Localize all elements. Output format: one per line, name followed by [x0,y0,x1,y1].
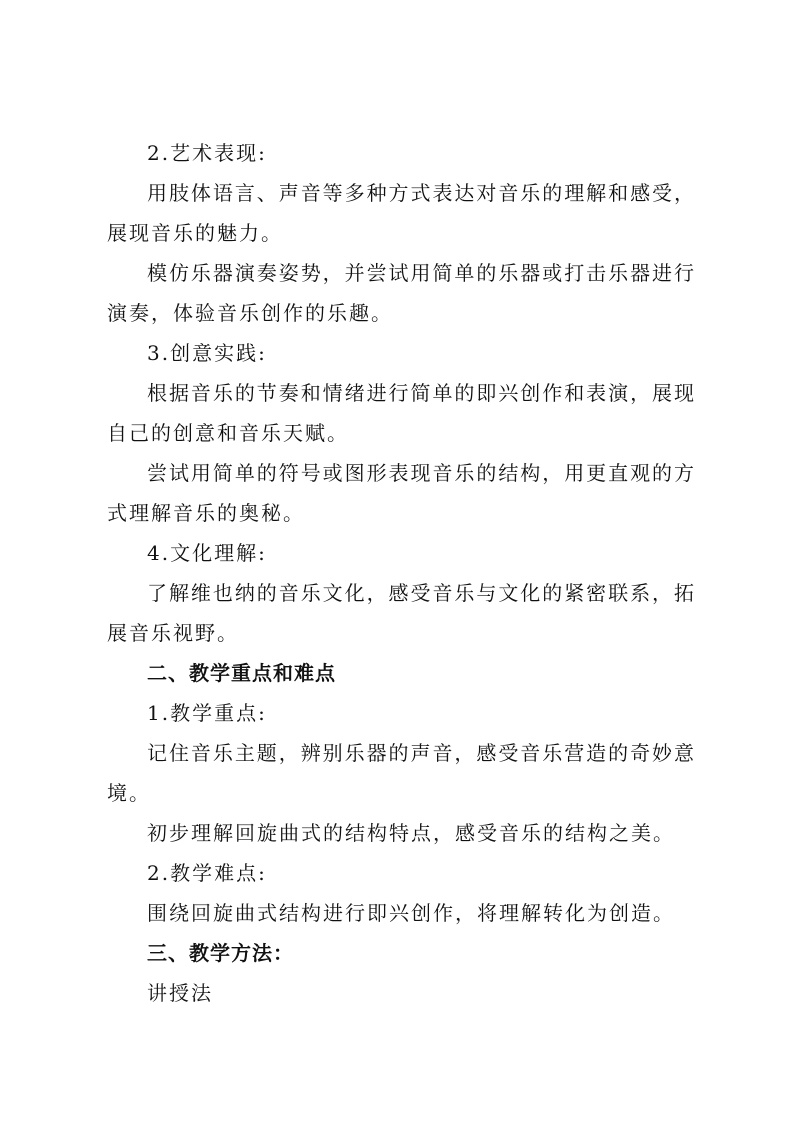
paragraph-line: 展现音乐的魅力。 [107,221,283,245]
subsection-heading-artistic-expression: 2.艺术表现: [147,141,267,165]
paragraph-line: 展音乐视野。 [107,621,239,645]
document-page [107,133,695,1013]
subsection-heading-creative-practice: 3.创意实践: [147,341,267,365]
subsection-heading-cultural-understanding: 4.文化理解: [147,541,267,565]
paragraph-line: 境。 [107,781,151,805]
paragraph-line: 围绕回旋曲式结构进行即兴创作，将理解转化为创造。 [147,901,675,925]
paragraph-line: 根据音乐的节奏和情绪进行简单的即兴创作和表演，展现 [147,381,695,405]
paragraph-line: 初步理解回旋曲式的结构特点，感受音乐的结构之美。 [147,821,675,845]
paragraph-line: 演奏，体验音乐创作的乐趣。 [107,301,393,325]
section-heading-key-points: 二、教学重点和难点 [147,661,336,685]
paragraph-line: 记住音乐主题，辨别乐器的声音，感受音乐营造的奇妙意 [147,741,695,765]
paragraph-line: 用肢体语言、声音等多种方式表达对音乐的理解和感受， [147,181,695,205]
paragraph-line: 自己的创意和音乐天赋。 [107,421,349,445]
paragraph-line: 了解维也纳的音乐文化，感受音乐与文化的紧密联系，拓 [147,581,695,605]
paragraph-line: 式理解音乐的奥秘。 [107,501,305,525]
paragraph-line: 讲授法 [147,981,213,1005]
paragraph-line: 模仿乐器演奏姿势，并尝试用简单的乐器或打击乐器进行 [147,261,695,285]
subsection-heading-teaching-focus: 1.教学重点: [147,701,267,725]
section-heading-teaching-methods: 三、教学方法： [147,941,294,965]
subsection-heading-teaching-difficulty: 2.教学难点: [147,861,267,885]
paragraph-line: 尝试用简单的符号或图形表现音乐的结构，用更直观的方 [147,461,695,485]
